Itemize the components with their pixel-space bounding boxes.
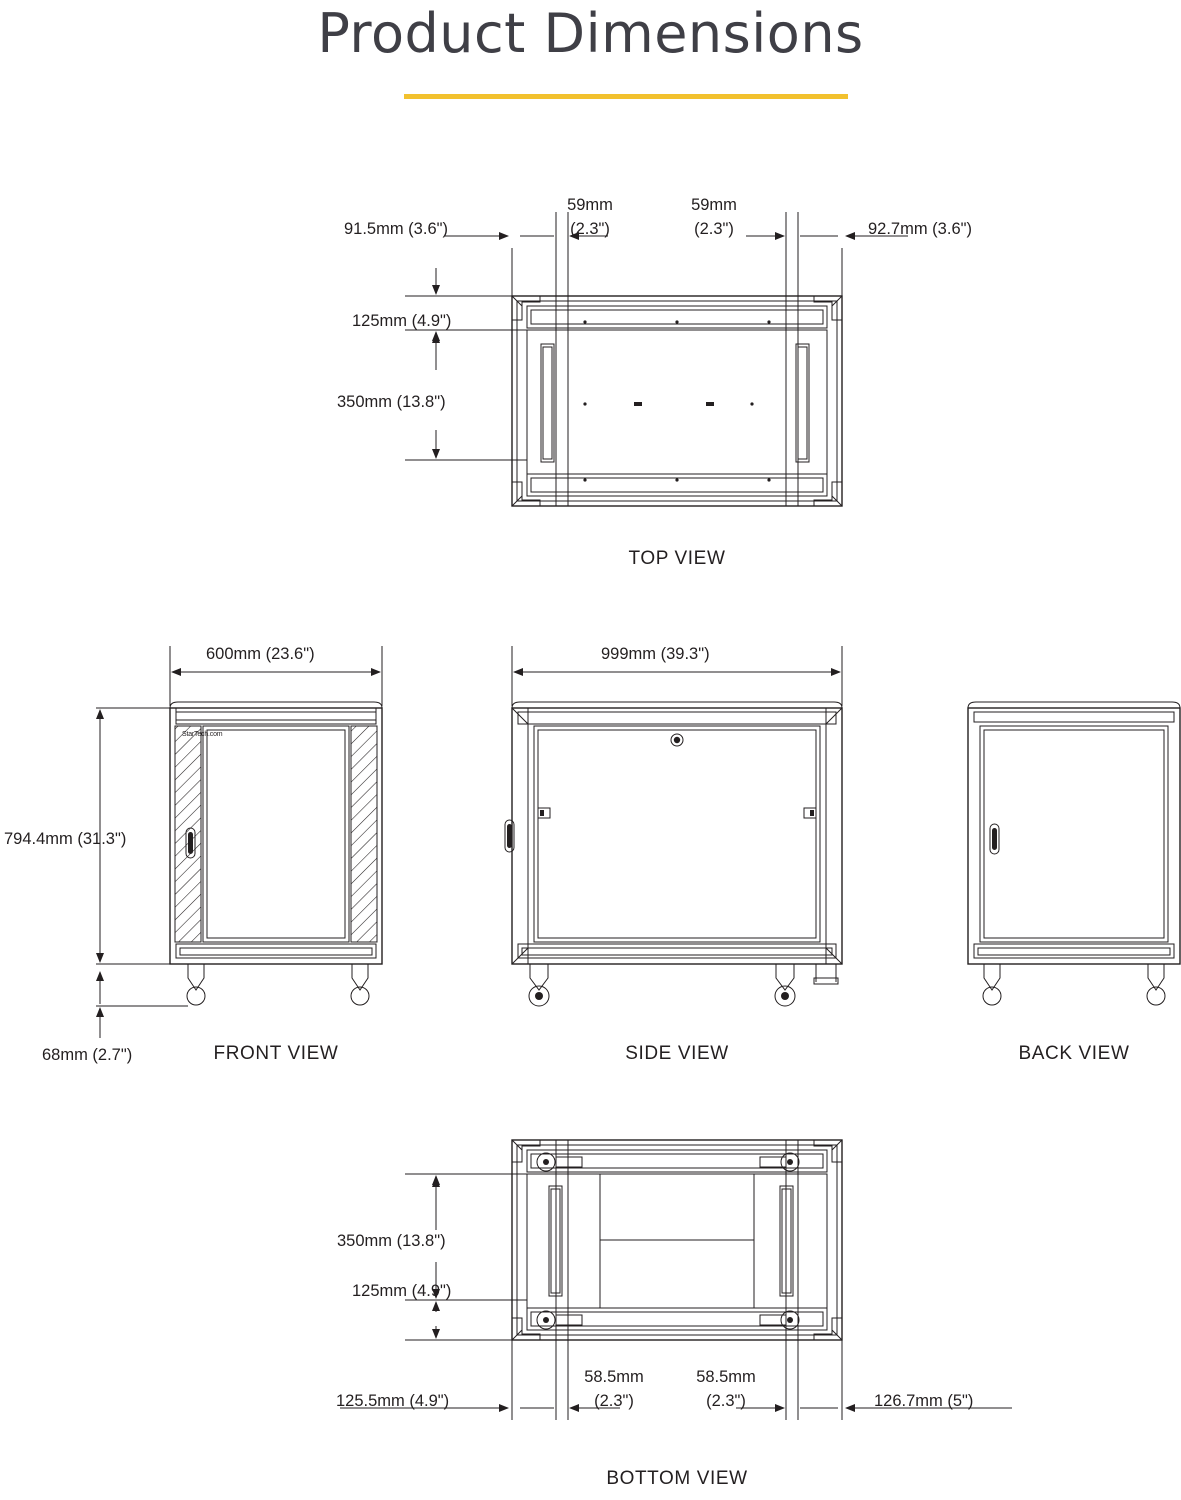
front-view-drawing: [96, 646, 382, 1038]
side-view-dim-depth: 999mm (39.3"): [601, 645, 710, 663]
top-view-label: TOP VIEW: [628, 548, 726, 569]
front-view-label: FRONT VIEW: [213, 1043, 339, 1064]
top-view-dim-depth-front: 125mm (4.9"): [352, 312, 452, 330]
front-view-dim-height: 794.4mm (31.3"): [4, 830, 127, 848]
top-view-dim-inner-left-line1: 59mm: [567, 196, 613, 214]
bottom-view-dim-left-offset: 125.5mm (4.9"): [336, 1392, 450, 1410]
bottom-view-label: BOTTOM VIEW: [606, 1468, 748, 1489]
side-view-drawing: [505, 646, 842, 1006]
bottom-view-dim-inner-right-line2: (2.3"): [706, 1392, 746, 1410]
top-view-dim-right-offset: 92.7mm (3.6"): [868, 220, 972, 238]
back-view-label: BACK VIEW: [1018, 1043, 1130, 1064]
bottom-view-dim-right-offset: 126.7mm (5"): [874, 1392, 974, 1410]
bottom-view-dim-rear-span: 350mm (13.8"): [337, 1232, 446, 1250]
bottom-view-drawing: [340, 1140, 1012, 1420]
front-view-dim-caster: 68mm (2.7"): [42, 1046, 133, 1064]
back-view-drawing: [968, 702, 1180, 1005]
top-view-dim-depth-rear: 350mm (13.8"): [337, 393, 446, 411]
bottom-view-dim-front-span: 125mm (4.9"): [352, 1282, 452, 1300]
top-view-dim-inner-right-line1: 59mm: [691, 196, 737, 214]
front-view-dim-width: 600mm (23.6"): [206, 645, 315, 663]
side-view-label: SIDE VIEW: [625, 1043, 729, 1064]
bottom-view-dim-inner-left-line1: 58.5mm: [584, 1368, 644, 1386]
page-title: Product Dimensions: [317, 2, 864, 65]
bottom-view-dim-inner-right-line1: 58.5mm: [696, 1368, 756, 1386]
top-view-dim-inner-left-line2: (2.3"): [570, 220, 610, 238]
top-view-dim-inner-right-line2: (2.3"): [694, 220, 734, 238]
top-view-dim-left-offset: 91.5mm (3.6"): [344, 220, 448, 238]
bottom-view-dim-inner-left-line2: (2.3"): [594, 1392, 634, 1410]
top-view-drawing: [405, 212, 908, 506]
brand-logo-text: StarTech.com: [182, 731, 223, 738]
